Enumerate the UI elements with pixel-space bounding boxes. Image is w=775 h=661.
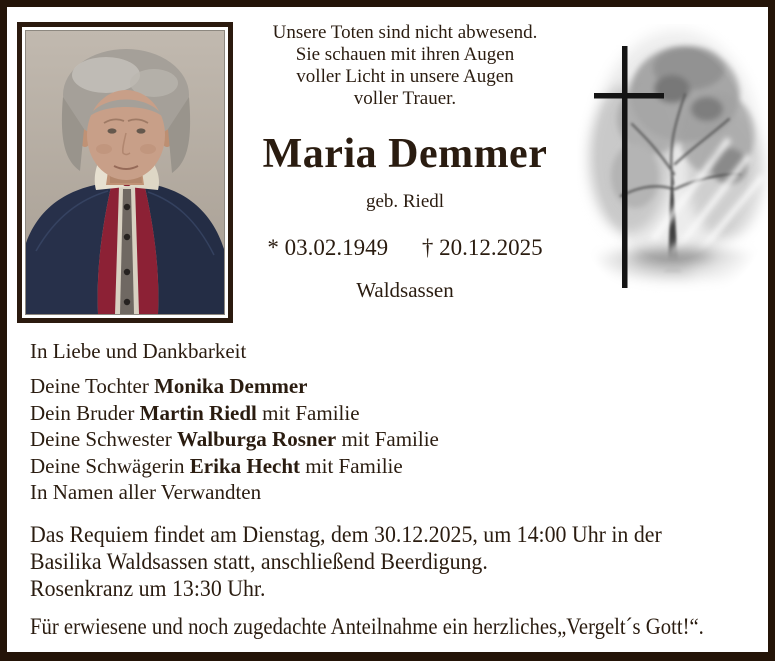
tribute-line: In Liebe und Dankbarkeit	[30, 339, 247, 363]
verse-line: Sie schauen mit ihren Augen	[295, 44, 515, 65]
place-name: Waldsassen	[356, 278, 454, 302]
mourner-line	[30, 373, 768, 400]
service-line: Basilika Waldsassen statt, anschließend Beerdigung.	[30, 548, 488, 574]
obituary-message	[30, 338, 768, 640]
portrait-photo-frame	[17, 22, 233, 323]
maiden-name: geb. Riedl	[365, 191, 445, 212]
service-line: Rosenkranz um 13:30 Uhr.	[30, 575, 266, 601]
mourner-name: Walburga Rosner	[176, 427, 337, 451]
mourner-relation: Deine Schwester	[30, 427, 177, 451]
elderly-woman-portrait	[26, 31, 224, 314]
service-details	[30, 521, 731, 602]
memorial-verse	[240, 22, 570, 110]
mourner-suffix: mit Familie	[256, 400, 360, 425]
mourner-relation: Deine Schwägerin	[30, 453, 190, 478]
mourner-name: Monika Demmer	[154, 374, 308, 398]
mourner-name: Martin Riedl	[139, 400, 257, 425]
mourner-line	[30, 479, 768, 506]
verse-line: voller Trauer.	[353, 88, 457, 109]
service-line: Das Requiem findet am Dienstag, dem 30.12.2025, um 14:00 Uhr in der	[30, 521, 662, 547]
mourner-line	[30, 453, 768, 480]
mourner-relation: Deine Tochter	[30, 374, 155, 398]
deceased-name: Maria Demmer	[262, 131, 548, 177]
life-dates	[240, 235, 570, 261]
verse-line: Unsere Toten sind nicht abwesend.	[272, 22, 538, 43]
mourner-line	[30, 400, 768, 427]
death-date: † 20.12.2025	[421, 235, 543, 260]
portrait-photo	[25, 30, 225, 315]
thanks-line: Für erwiesene und noch zugedachte Anteilnahme ein herzliches„Vergelt´s Gott!“.	[30, 613, 704, 639]
obituary-header	[240, 22, 570, 303]
mourner-suffix: mit Familie	[300, 453, 403, 478]
mourner-relation: Dein Bruder	[30, 400, 140, 425]
verse-line: voller Licht in unsere Augen	[296, 66, 514, 87]
mourner-name: Erika Hecht	[189, 453, 301, 478]
mourner-line	[30, 426, 768, 453]
birth-date: * 03.02.1949	[267, 235, 389, 260]
memorial-artwork	[577, 24, 769, 294]
mourner-relation: In Namen aller Verwandten	[30, 480, 262, 504]
mourners-list	[30, 373, 768, 506]
mourner-suffix: mit Familie	[336, 427, 439, 451]
misty-tree-image	[577, 24, 769, 294]
